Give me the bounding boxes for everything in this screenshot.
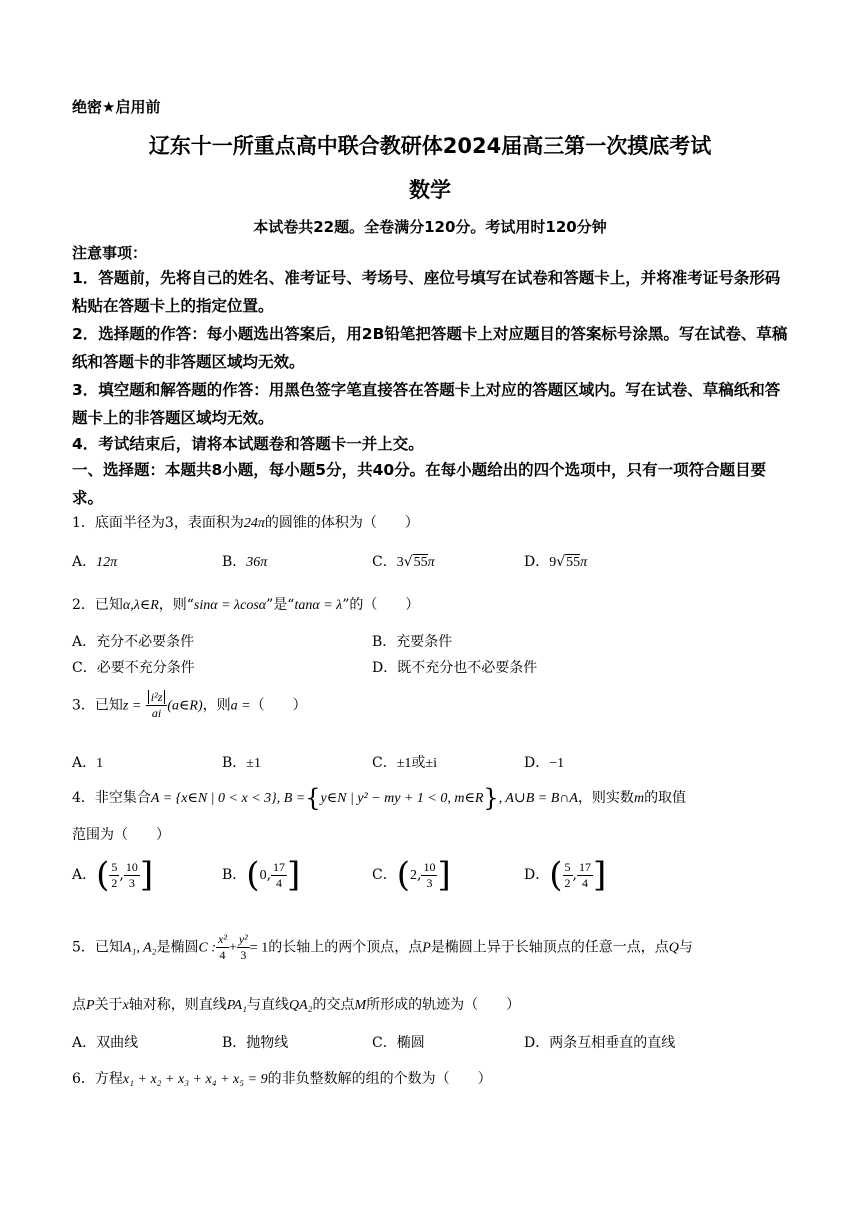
point-m: M (354, 998, 367, 1013)
option-label: D． (524, 554, 550, 570)
right-bracket: ] (437, 855, 451, 895)
q5-option-c: C．椭圆 (372, 1035, 425, 1051)
q5-stem-mid1: 是椭圆 (156, 939, 199, 956)
note-item-3: 3．填空题和解答题的作答：用黑色签字笔直接答在答题卡上对应的答题区域内。写在试卷、草稿纸和答题卡上的非答题区域均无效。 (72, 381, 781, 427)
q5-ellipse-name: C : (198, 940, 217, 956)
fraction (271, 860, 287, 891)
left-bracket: ( (96, 855, 110, 895)
option-label: A． (72, 554, 97, 570)
numerator: x² (218, 932, 227, 946)
q1-option-d: D．9√55π (524, 554, 588, 570)
point-p: P (422, 940, 431, 956)
q1-expr: 24π (243, 516, 265, 531)
exam-title: 辽东十一所重点高中联合教研体2024届高三第一次摸底考试 (148, 134, 712, 158)
numerator: 10 (423, 859, 436, 874)
left-bracket: ( (246, 855, 260, 895)
coefficient: 3 (396, 555, 404, 570)
right-brace: } (483, 784, 499, 812)
option-label: B． (222, 867, 247, 883)
text: 轴对称，则直线 (128, 997, 227, 1013)
denominator: 2 (564, 875, 571, 890)
q3-numerator: i²z (148, 690, 166, 704)
q4-stem-post: ，则实数 (577, 790, 634, 806)
q2-stem-post: ”的（ ） (342, 597, 420, 613)
q5-option-a: A．双曲线 (72, 1035, 139, 1051)
q3-option-a (72, 752, 103, 772)
denominator: 3 (240, 948, 247, 962)
right-bracket: ] (139, 855, 154, 895)
q2-option-d: D．既不充分也不必要条件 (372, 660, 538, 676)
q3-fraction (146, 690, 168, 721)
q4-option-a: A．( $\frac{5}{2}$ , $\frac{10}{3}$ ] (72, 855, 154, 895)
exam-info: 本试卷共22题。全卷满分120分。考试用时120分钟 (253, 218, 607, 236)
line-pa1: PA₁ (226, 998, 247, 1013)
q2-expr2: tanα = λ (294, 598, 343, 613)
q3-ask: a = (230, 698, 251, 714)
text: 与直线 (246, 997, 289, 1013)
q3-option-d (524, 752, 564, 772)
q4-option-d: D．( $\frac{5}{2}$ , $\frac{17}{4}$ ] (524, 855, 607, 895)
q4-set-b: y∈N | y² − my + 1 < 0, m∈R (320, 791, 484, 806)
point-p: P (86, 998, 95, 1013)
q3-stem-pre: 3．已知 (72, 697, 123, 714)
q2-option-b: B．充要条件 (372, 634, 453, 650)
right-bracket: ] (287, 855, 301, 895)
numerator: 5 (564, 859, 571, 874)
numerator: 17 (273, 859, 286, 874)
numerator: 17 (578, 859, 591, 874)
q2-option-a: A．充分不必要条件 (72, 634, 195, 650)
option-label: D． (524, 755, 550, 771)
q5-stem-mid4: 与 (678, 939, 693, 956)
option-label: B． (222, 755, 247, 771)
note-item-1: 1．答题前，先将自己的姓名、准考证号、考场号、座位号填写在试卷和答题卡上，并将准考证号条形码粘贴在答题卡上的指定位置。 (72, 269, 781, 315)
radicand: 55 (566, 555, 581, 570)
denominator: 4 (276, 875, 283, 890)
denominator: 3 (128, 875, 135, 890)
value: 0 (259, 868, 267, 883)
option-label: A． (72, 755, 97, 771)
q2-expr1: sinα = λcosα (193, 598, 267, 613)
subject-title: 数学 (409, 178, 451, 202)
q1-option-b (222, 551, 267, 571)
q5-option-d: D．两条互相垂直的直线 (524, 1035, 676, 1051)
q5-stem-mid2: 的长轴上的两个顶点，点 (268, 939, 423, 956)
question-3 (72, 690, 307, 721)
q5-stem-mid3: 是椭圆上异于长轴顶点的任意一点，点 (430, 939, 669, 956)
q4-stem-line2: 范围为（ ） (72, 827, 170, 843)
option-label: C． (372, 554, 397, 570)
option-value: −1 (549, 756, 565, 771)
fraction (237, 932, 250, 963)
numerator: 10 (125, 859, 138, 874)
option-value: 12π (96, 555, 118, 570)
q3-condition: (a∈R) (167, 698, 203, 714)
q4-relation: , A∪B = B∩A (498, 791, 578, 806)
q1-option-a (72, 551, 117, 571)
value: 2 (409, 868, 417, 883)
pi-symbol: π (580, 555, 588, 570)
text: 的交点 (312, 997, 355, 1013)
fraction (563, 860, 573, 891)
q6-equation: x₁ + x₂ + x₃ + x₄ + x₅ = 9 (122, 1072, 268, 1087)
q4-option-c: C．(2, $\frac{10}{3}$ ] (372, 855, 451, 895)
q1-option-c: C．3√55π (372, 554, 435, 570)
option-value: ±1 (246, 756, 261, 771)
fraction (216, 932, 229, 963)
left-bracket: ( (549, 855, 563, 895)
q3-stem-mid: ，则 (202, 697, 231, 714)
text: 点 (72, 997, 86, 1013)
option-label: A． (72, 867, 97, 883)
coefficient: 9 (549, 555, 557, 570)
q5-stem-line2 (72, 994, 520, 1014)
line-qa2: QA₂ (288, 998, 313, 1013)
q3-lhs: z = (122, 698, 142, 714)
x-axis-var: x (122, 998, 129, 1013)
text: 所形成的轨迹为（ ） (366, 997, 521, 1013)
denominator: 2 (111, 875, 118, 890)
q4-stem-post2: 的取值 (644, 790, 687, 806)
point-q: Q (668, 940, 679, 956)
radicand: 55 (413, 555, 428, 570)
left-brace: { (305, 784, 321, 812)
option-label: C． (372, 755, 397, 771)
question-4 (72, 786, 686, 810)
left-bracket: ( (396, 855, 410, 895)
option-label: B． (222, 554, 247, 570)
q3-option-b (222, 752, 261, 772)
numerator: y² (238, 932, 248, 946)
q2-stem-mid1: ，则“ (158, 597, 194, 613)
q1-stem-pre: 1．底面半径为3，表面积为 (72, 515, 244, 531)
q4-set-a: A = {x∈N | 0 < x < 3}, B = (150, 791, 306, 806)
confidential-mark: 绝密★启用前 (72, 98, 161, 116)
q3-option-c (372, 752, 437, 772)
note-item-4: 4．考试结束后，请将本试题卷和答题卡一并上交。 (72, 435, 424, 453)
q5-option-b: B．抛物线 (222, 1035, 289, 1051)
q3-stem-post: （ ） (250, 697, 307, 714)
fraction (109, 860, 119, 891)
q6-stem-pre: 6．方程 (72, 1071, 123, 1087)
q5-points: A₁, A₂ (122, 940, 157, 956)
plus-sign: + (228, 940, 237, 956)
q2-vars: α,λ∈R (122, 598, 159, 613)
denominator: 4 (219, 948, 226, 962)
pi-symbol: π (427, 555, 435, 570)
q4-variable: m (633, 791, 645, 806)
denominator: 3 (426, 875, 433, 890)
option-value: 36π (246, 555, 268, 570)
q4-stem-pre: 4．非空集合 (72, 790, 151, 806)
notes-heading: 注意事项： (72, 244, 148, 262)
section-heading: 一、选择题：本题共8小题，每小题5分，共40分。在每小题给出的四个选项中，只有一项符合题目要求。 (72, 461, 767, 507)
q5-stem-pre: 5．已知 (72, 939, 123, 956)
q3-denominator: ai (151, 706, 162, 720)
q2-stem-mid2: ”是“ (266, 597, 295, 613)
option-value: ±1或±i (396, 756, 437, 771)
numerator: 5 (111, 859, 118, 874)
option-value: 1 (96, 756, 104, 771)
q4-option-b: B．(0, $\frac{17}{4}$ ] (222, 855, 301, 895)
q1-stem-post: 的圆锥的体积为（ ） (264, 515, 419, 531)
question-6 (72, 1068, 492, 1088)
question-5 (72, 932, 693, 963)
denominator: 4 (581, 875, 588, 890)
question-2 (72, 594, 419, 614)
equals-one: = 1 (249, 940, 269, 956)
note-item-2: 2．选择题的作答：每小题选出答案后，用2B铅笔把答题卡上对应题目的答案标号涂黑。写在试卷、草稿纸和答题卡的非答题区域均无效。 (72, 325, 788, 371)
question-1 (72, 512, 419, 532)
fraction (421, 860, 437, 891)
right-bracket: ] (592, 855, 607, 895)
fraction (124, 860, 140, 891)
q2-stem-pre: 2．已知 (72, 597, 123, 613)
option-label: D． (524, 867, 550, 883)
option-label: C． (372, 867, 397, 883)
q2-option-c: C．必要不充分条件 (72, 660, 195, 676)
text: 关于 (94, 997, 123, 1013)
fraction (577, 860, 593, 891)
q6-stem-post: 的非负整数解的组的个数为（ ） (267, 1071, 492, 1087)
